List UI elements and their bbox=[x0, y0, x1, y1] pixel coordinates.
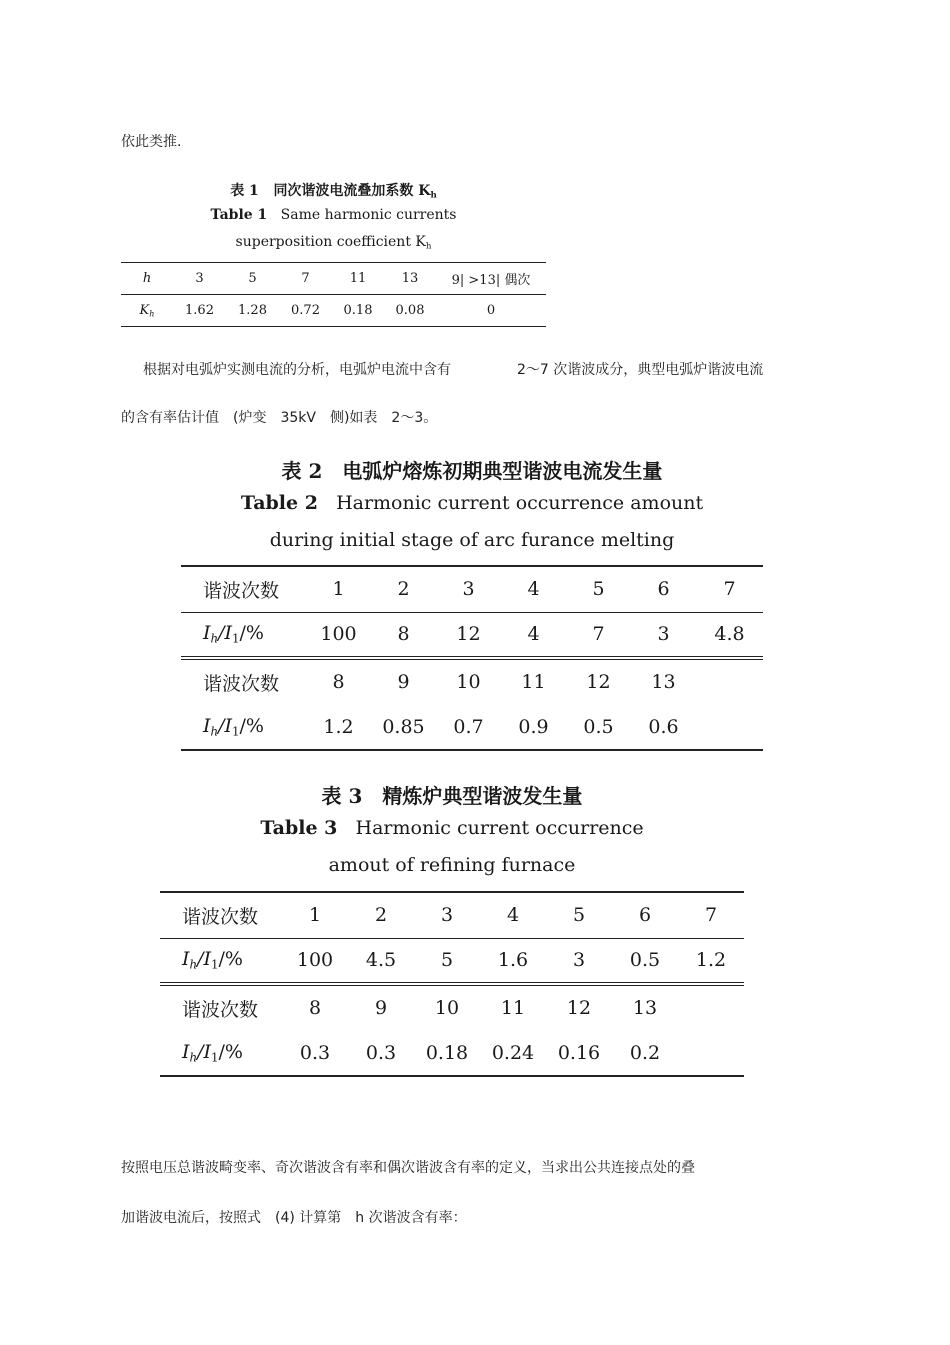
table3-value: 0.3 bbox=[282, 1030, 348, 1076]
table3-order-label: 谐波次数 bbox=[160, 892, 282, 938]
table1-row-label-sub: h bbox=[149, 309, 155, 319]
table2-value: 1.2 bbox=[306, 704, 371, 750]
table1-col: 13 bbox=[384, 263, 436, 295]
table3-order: 2 bbox=[348, 892, 414, 938]
table2-order: 9 bbox=[397, 671, 410, 693]
table2-order: 11 bbox=[521, 671, 546, 693]
ratio-label-mid: /I bbox=[218, 622, 233, 645]
table3-order-label: 谐波次数 bbox=[182, 998, 259, 1021]
table3-value: 5 bbox=[414, 938, 480, 984]
table3-value: 0.18 bbox=[414, 1030, 480, 1076]
ratio-label-i: I bbox=[182, 948, 190, 971]
table2-caption-en-text1: Harmonic current occurrence amount bbox=[336, 492, 704, 514]
table2-order-row bbox=[181, 658, 763, 704]
table3-value: 0.3 bbox=[348, 1030, 414, 1076]
ratio-label-sub-h: h bbox=[210, 632, 219, 647]
table3-order: 3 bbox=[414, 892, 480, 938]
table2-order: 4 bbox=[501, 566, 566, 612]
table1-row-label bbox=[121, 295, 173, 327]
table2-order: 7 bbox=[696, 566, 763, 612]
table1-value: 0.72 bbox=[279, 295, 332, 327]
paragraph2-line1: 按照电压总谐波畸变率、奇次谐波含有率和偶次谐波含有率的定义，当求出公共连接点处的叠 bbox=[121, 1160, 695, 1176]
table2-value: 4.8 bbox=[696, 612, 763, 658]
table3-order: 10 bbox=[434, 997, 460, 1019]
table1-col: 7 bbox=[279, 263, 332, 295]
table3-order: 5 bbox=[546, 892, 612, 938]
table2-value: 12 bbox=[436, 612, 501, 658]
table2-caption-cn: 表 2 电弧炉熔炼初期典型谐波电流发生量 bbox=[281, 459, 663, 483]
table1-row-label-main: K bbox=[139, 302, 150, 318]
ratio-label-i: I bbox=[203, 714, 211, 737]
table1-col: 9| >13| 偶次 bbox=[436, 263, 546, 295]
table1-col: 11 bbox=[332, 263, 384, 295]
table2-order bbox=[696, 658, 763, 704]
table3-value: 100 bbox=[282, 938, 348, 984]
table2-value-row bbox=[181, 704, 763, 750]
table3-order: 12 bbox=[566, 997, 592, 1019]
ratio-label-mid: /I bbox=[197, 1040, 212, 1063]
table2-ratio-label bbox=[181, 612, 306, 658]
table3-caption-en-label: Table 3 bbox=[260, 817, 338, 839]
ratio-label-suffix: /% bbox=[218, 1040, 243, 1063]
table3-ratio-label bbox=[160, 938, 282, 984]
table1-caption-cn bbox=[121, 180, 546, 201]
ratio-label-suffix: /% bbox=[218, 948, 243, 971]
table1-col: 3 bbox=[173, 263, 226, 295]
table3-value: 1.6 bbox=[480, 938, 546, 984]
table3-order: 9 bbox=[374, 997, 388, 1019]
table2-caption-en-line2: during initial stage of arc furance melting bbox=[269, 529, 675, 551]
table3-value: 4.5 bbox=[348, 938, 414, 984]
table2-order: 2 bbox=[371, 566, 436, 612]
table2-order: 1 bbox=[306, 566, 371, 612]
paragraph1-line1-range: 2～7 次谐波成分，典型电弧炉谐波电流 bbox=[517, 362, 764, 378]
table2-order: 5 bbox=[566, 566, 631, 612]
table1-caption-en-sub: h bbox=[425, 241, 432, 252]
table3-order: 13 bbox=[632, 997, 658, 1019]
ratio-label-suffix: /% bbox=[239, 714, 264, 737]
ratio-label-sub-1: 1 bbox=[211, 958, 219, 973]
table2-value: 0.5 bbox=[566, 704, 631, 750]
table1-value: 1.62 bbox=[173, 295, 226, 327]
table1 bbox=[121, 262, 546, 327]
table1-value: 1.28 bbox=[226, 295, 279, 327]
ratio-label-sub-h: h bbox=[189, 958, 198, 973]
paragraph1-line1: 根据对电弧炉实测电流的分析，电弧炉电流中含有 bbox=[143, 362, 451, 378]
table1-value: 0.08 bbox=[384, 295, 436, 327]
table3-value-row bbox=[160, 1030, 744, 1076]
ratio-label-sub-h: h bbox=[189, 1050, 198, 1065]
table3-order: 7 bbox=[678, 892, 744, 938]
table2-ratio-label bbox=[181, 704, 306, 750]
table3-value bbox=[678, 1030, 744, 1076]
table2 bbox=[181, 565, 763, 751]
table1-caption-cn-prefix: 表 1 bbox=[230, 183, 259, 199]
table3-caption-en-line2: amout of refining furnace bbox=[328, 854, 576, 876]
table1-caption-en-text2: superposition coefficient K bbox=[235, 234, 426, 250]
table3-value: 1.2 bbox=[678, 938, 744, 984]
table2-value: 7 bbox=[566, 612, 631, 658]
table3-order: 4 bbox=[480, 892, 546, 938]
table1-caption-en-label: Table 1 bbox=[210, 207, 268, 223]
table2-value: 0.9 bbox=[501, 704, 566, 750]
table3-order: 8 bbox=[308, 997, 322, 1019]
table3-order-row bbox=[160, 892, 744, 938]
table1-header-row bbox=[121, 263, 546, 295]
table1-value: 0 bbox=[436, 295, 546, 327]
table2-caption-en-line1 bbox=[181, 492, 763, 514]
table2-order: 12 bbox=[586, 671, 611, 693]
ratio-label-suffix: /% bbox=[239, 622, 264, 645]
table2-value-row bbox=[181, 612, 763, 658]
table3 bbox=[160, 891, 744, 1077]
ratio-label-i: I bbox=[182, 1040, 190, 1063]
table1-caption-cn-text: 同次谐波电流叠加系数 K bbox=[273, 183, 431, 199]
table2-order-row bbox=[181, 566, 763, 612]
table1-col: 5 bbox=[226, 263, 279, 295]
table1-header-label: h bbox=[121, 263, 173, 295]
table1-value-row bbox=[121, 295, 546, 327]
ratio-label-sub-1: 1 bbox=[211, 1050, 219, 1065]
table1-caption-en-line1 bbox=[121, 207, 546, 223]
table3-ratio-label bbox=[160, 1030, 282, 1076]
table2-value: 4 bbox=[501, 612, 566, 658]
table2-value bbox=[696, 704, 763, 750]
table1-caption-cn-sub: h bbox=[430, 190, 437, 201]
table2-value: 100 bbox=[306, 612, 371, 658]
table3-order: 6 bbox=[612, 892, 678, 938]
table3-value: 0.16 bbox=[546, 1030, 612, 1076]
table2-value: 0.6 bbox=[631, 704, 696, 750]
table3-caption-cn: 表 3 精炼炉典型谐波发生量 bbox=[321, 784, 583, 808]
table3-value: 3 bbox=[546, 938, 612, 984]
table1-caption-en-text1: Same harmonic currents bbox=[280, 207, 457, 223]
table2-value: 8 bbox=[371, 612, 436, 658]
table3-order bbox=[678, 984, 744, 1030]
table3-value: 0.2 bbox=[612, 1030, 678, 1076]
paragraph2-line2: 加谐波电流后，按照式 (4) 计算第 h 次谐波含有率： bbox=[121, 1210, 467, 1226]
ratio-label-mid: /I bbox=[197, 948, 212, 971]
table2-order: 6 bbox=[631, 566, 696, 612]
ratio-label-sub-1: 1 bbox=[232, 632, 240, 647]
table2-value: 0.85 bbox=[371, 704, 436, 750]
ratio-label-i: I bbox=[203, 622, 211, 645]
table3-order: 11 bbox=[500, 997, 526, 1019]
table2-order: 3 bbox=[436, 566, 501, 612]
table1-caption-en-line2 bbox=[121, 234, 546, 252]
table3-caption-en-line1 bbox=[160, 817, 744, 839]
table3-value: 0.5 bbox=[612, 938, 678, 984]
table2-order: 13 bbox=[651, 671, 676, 693]
table3-caption-en-text1: Harmonic current occurrence bbox=[355, 817, 644, 839]
table2-caption-en-label: Table 2 bbox=[240, 492, 318, 514]
table2-value: 0.7 bbox=[436, 704, 501, 750]
table3-order: 1 bbox=[282, 892, 348, 938]
table3-value: 0.24 bbox=[480, 1030, 546, 1076]
table3-order-row bbox=[160, 984, 744, 1030]
table2-order-label: 谐波次数 bbox=[181, 566, 306, 612]
table2-value: 3 bbox=[631, 612, 696, 658]
table2-order: 10 bbox=[456, 671, 481, 693]
table1-value: 0.18 bbox=[332, 295, 384, 327]
table2-order-label: 谐波次数 bbox=[203, 672, 280, 695]
table2-order: 8 bbox=[332, 671, 345, 693]
intro-text: 依此类推. bbox=[121, 134, 182, 150]
ratio-label-mid: /I bbox=[218, 714, 233, 737]
ratio-label-sub-h: h bbox=[210, 724, 219, 739]
table3-value-row bbox=[160, 938, 744, 984]
ratio-label-sub-1: 1 bbox=[232, 724, 240, 739]
paragraph1-line2: 的含有率估计值 (炉变 35kV 侧)如表 2～3。 bbox=[121, 410, 438, 426]
